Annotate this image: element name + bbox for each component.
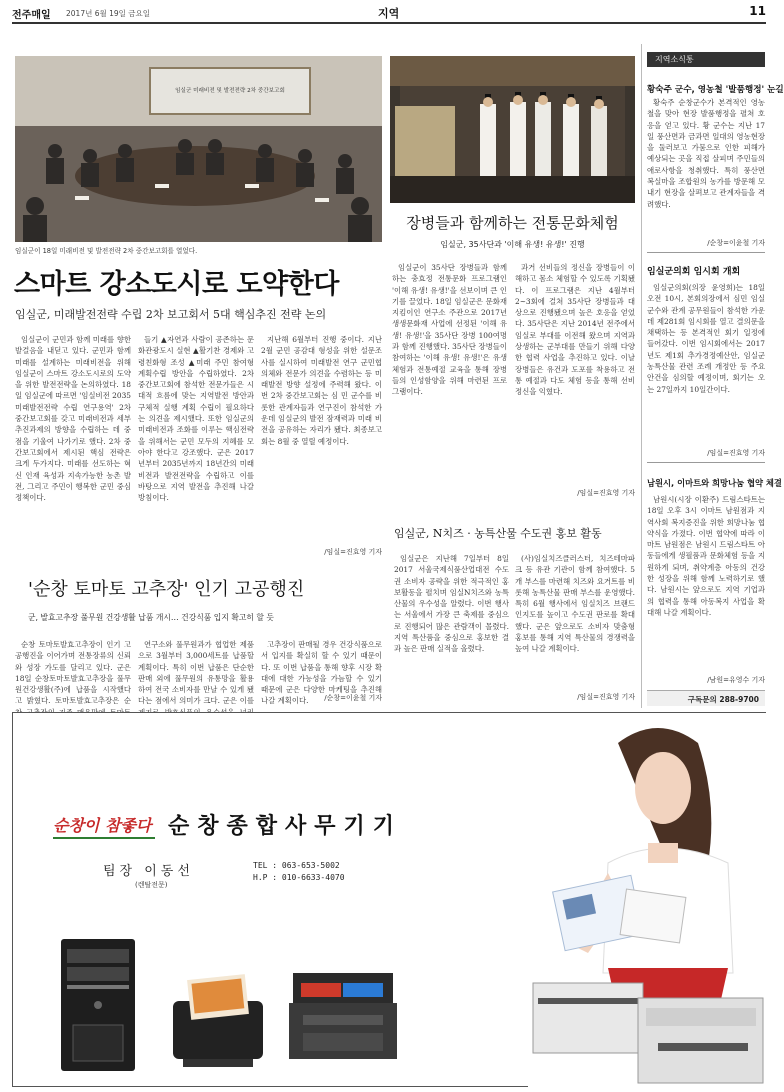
main-story-col3: 지난해 6월부터 진행 중이다. 지난 2월 군민 공감대 형성을 위한 설문조사를 실시하여 미래발전 연구 군민협의체와 전문가 의견을 수렴하는 등 미래발전 방향 설정에 주력해 왔다. 이번 2차 중간보고회는 심 민 군수를 비롯한 관계자들과 연구진이 참석한 가운데 임실군의 발전 잠재력과 미래 비전을 공유하는 자리가 됐다. 최종보고회는 8월 중 열릴 예정이다.	[261, 335, 382, 446]
tomato-col1: 순창 토마토발효고추장이 인기 고공행진을 이어가며 전통장류의 신뢰와 성장 가도를 달리고 있다. 군은 18일 순창토마토발효고추장을 풀무원건강생활(주)에 납품을 시작했다고 밝혔다. 토마토발효고추장은 순	[15, 640, 131, 706]
sidebar-item1-body: 황숙주 순창군수가 본격적인 영농철을 맞아 현장 발품행정을 펼쳐 호응을 얻고 있다. 황 군수는 지난 17일 풍산면과 금과면 일대의 영농현장을 둘러보고 가뭄으로 인한 피해가 예상되는 곳을 직접 살피며 주민들의 애로사항을 청취했다. 특히 풍산면 복실마을 조합원의 농가를 방문해 모내기 현장을 살펴보고 관계자들을 격려했다.	[647, 98, 765, 209]
subscription-box	[647, 690, 765, 706]
sidebar-rule-1	[647, 252, 765, 253]
sidebar-item3-body: 남원시(시장 이환주) 드림스타트는 18일 오후 3시 이마트 남원점과 지역사회 복지증진을 위한 희망나눔 협약식을 가졌다. 이번 협약에 따라 이마트 남원점은 남원시 드림스타트 아동들에게 생필품과 문화체험 등을 지원하게 되며, 취약계층 아동의 건강한 성장을 위해 함께 노력하기로 했다. 남원시는 앞으로도 지역 기업과의 협력을 통해 아동복지 사업을 확대해 나갈 계획이다.	[647, 495, 765, 617]
ad-tel: TEL : 063-653-5002	[253, 861, 340, 870]
page-number: 11	[749, 4, 766, 18]
main-story-col1: 임실군이 군민과 함께 미래를 향한 발걸음을 내딛고 있다. 군민과 함께 미래를 설계하는 미래비전을 위해 임실군이 스마트 강소도시로의 도약을 위한 발전전략을 논의하였다. 18일 임실군에 따르면 '임실비전 2035 미래발전전략 수립 연구용역' 2차 중간보고회를 갖고 미래비전과 세부 추진과제의 방향을 수립하는 데 중점을 기울여 나가기로 했다. 2차 중간보고회에서 제시된 핵심 전략은 크게 두가지다. 미래를 선도하는 혁신 인재 육성과 지속가능한 농촌 발전, 그리고 주민이 행복한 군민 중심 정책이다.	[15, 335, 131, 503]
ad-logo	[53, 811, 158, 841]
photo-printer-image	[163, 963, 273, 1073]
sidebar-item2-headline: 임실군의회 임시회 개회	[647, 267, 741, 277]
tomato-subhead: 군, 발효고추장 풀무원 건강생활 납품 개시… 건강식품 입지 확고히 할 듯	[28, 613, 274, 622]
ad-manager-sub: (렌탈전문)	[135, 881, 168, 889]
ad-company-name: 순창종합사무기기	[168, 814, 403, 839]
multifunction-printer-image	[283, 953, 403, 1073]
tradition-subhead: 임실군, 35사단과 '이해 유생! 유생!' 진행	[440, 240, 585, 249]
main-headline: 스마트 강소도시로 도약한다	[14, 269, 339, 300]
computer-tower-icon	[53, 935, 143, 1075]
cheese-byline: /임실=진효영 기자	[577, 693, 635, 701]
tomato-col3: 고추장이 판매될 경우 건강식품으로서 입지를 확실히 할 수 있기 때문이다. 또 이번 납품을 통해 향후 시장 확대에 대한 가능성을 가늠할 수 있기 때문에 군은 다양한 마케팅을 추진해 나갈 계획이다.	[261, 640, 382, 706]
main-story-byline: /임실=진효영 기자	[324, 548, 382, 556]
meeting-photo	[15, 56, 382, 242]
photo-banner-text: 임실군 미래비전 및 발전전략 2차 중간보고회	[175, 88, 285, 94]
meeting-photo-caption: 임실군이 18일 미래비전 및 발전전략 2차 중간보고회를 열었다.	[15, 247, 198, 255]
tradition-photo	[390, 56, 635, 203]
sidebar-item3-byline: /남원=유영수 기자	[707, 676, 765, 684]
ad-hp: H.P : 010-6633-4070	[253, 873, 345, 882]
advertisement	[12, 712, 766, 1087]
mfp-printer-icon	[283, 953, 403, 1073]
issue-date: 2017년 6월 19일 금요일	[66, 9, 151, 18]
ad-model-illustration	[528, 713, 767, 1088]
tradition-col2: 과거 선비들의 정신을 장병들이 이해하고 몸소 체험할 수 있도록 기획됐다. 이 프로그램은 지난 4월부터 2~3회에 걸쳐 35사단 장병들과 대상으로 진행됐으며 높은 호응을 얻었다. 35사단은 지난 2014년 전주에서 임실로 부대를 이전해 왔으며 지역과 상생하는 군부대를 만들기 위해 다양한 협력 사업을 추진하고 있다. 이날 장병들은 유건과 도포를 착용하고 전통 예절과 다도 체험 등을 통해 선비 정신을 익혔다.	[515, 263, 635, 397]
ad-model-image	[528, 713, 767, 1088]
ad-logo-text: 순창이 참좋다	[53, 816, 152, 835]
sidebar-item1-headline: 황숙주 군수, 영농철 '발품행정' 눈길	[647, 85, 784, 95]
page-header	[12, 4, 766, 22]
sidebar-label-box	[647, 52, 765, 67]
sidebar-item3-headline: 남원시, 이마트와 희망나눔 협약 체결	[647, 478, 782, 488]
computer-tower-image	[53, 935, 143, 1075]
sidebar-item2-body: 임실군의회(의장 윤영희)는 18일 오전 10시, 본회의장에서 심민 임실군수와 관계 공무원들이 참석한 가운데 제281회 임시회를 열고 결의문을 채택하는 등 본격적인 회기 일정에 들어갔다. 이번 임시회에서는 2017년도 제1회 추가경정예산안, 임실군 농특산물 관련 조례 개정안 등 주요 안건을 심의할 예정이며, 회기는 오는 27일까지 10일간이다.	[647, 283, 765, 394]
ad-logo-underline	[53, 837, 155, 839]
tomato-col2: 연구소와 풀무원과가 협업한 제품으로 3월부터 3,000세트를 납품할 계획이다. 특히 이번 납품은 단순한 판매 외에 풀무원의 유통망을 활용하여 전국 소비자를 만날 수 있게 됐다는 점에서 의미가 크다. 군은 이를	[138, 640, 254, 706]
tradition-photo-illustration	[390, 56, 635, 203]
sidebar-rule-2	[647, 462, 765, 463]
subscription-text: 구독문의 288-9700	[687, 695, 759, 704]
photo-printer-icon	[163, 963, 273, 1073]
cheese-col1: 임실군은 지난해 7일부터 8일 2017 서울국제식품산업대전 수도권 소비자 공략을 위한 적극적인 홍보활동을 펼치며 임실N치즈와 농특산물의 우수성을 알렸다. 이번 행사는 서울에서 가장 큰 축제를 중심으로 진행되어 많은 관람객이 몰렸다. 지역 특산품을 중심으로 홍보한 결과 높은 판매 실적을 올렸다.	[394, 554, 509, 654]
meeting-photo-illustration	[15, 56, 382, 242]
tomato-byline: /순창=이윤철 기자	[324, 694, 382, 702]
tradition-headline: 장병들과 함께하는 전통문화체험	[406, 214, 619, 232]
sidebar-item1-byline: /순창=이윤철 기자	[707, 239, 765, 247]
sidebar-divider	[641, 44, 642, 708]
tradition-col1: 임실군이 35사단 장병들과 함께 하는 충효정 전통문화 프로그램인 '이해 유생! 유생!'을 선보이며 큰 인기를 끌었다. 18일 임실군은 문화재지킴이인 연구소 주관으로 2017년 생생문화재 사업에 선정된 '이해 유생! 유생!'을 35사단 장병 100여명과 함께 진행했다. 35사단 장병들이 참여하는 '이해 유생! 유생!'은 유생체험과 전통예절 교육을 통해 장병들의 인성함양을 위해 마련된 프로그램이다.	[392, 263, 507, 397]
section-title: 지역	[378, 7, 400, 20]
sidebar-item2-byline: /임실=진효영 기자	[707, 449, 765, 457]
cheese-headline: 임실군, N치즈 · 농특산물 수도권 홍보 활동	[394, 527, 602, 540]
header-rule	[12, 22, 766, 24]
sidebar-label: 지역소식통	[655, 55, 694, 64]
main-subhead: 임실군, 미래발전전략 수립 2차 보고회서 5대 핵심추진 전략 논의	[15, 308, 327, 321]
ad-manager: 팀장 이동선	[103, 864, 194, 879]
main-story-col2: 들기 ▲자연과 사람이 공존하는 문화관광도시 실현 ▲활기찬 경제와 고령친화형 조성 ▲미래 주민 참여형 계획수립 방안을 수립하였다. 2차 중간보고회에 참석한 전문가들은 시대적 흐름에 맞는 지역발전 방안과 구체적 실행 계획 수립이 필요하다는 의견을 제시했다. 또한 임실군의 미래비전과 조화를 이루는 핵심전략을 위해서는 군민 모두의 지혜를 모아야 한다고 강조했다. 군은 2017년부터 2035년까지 18년간의 미래비전과 발전전략을 수립하고 이를 바탕으로 지역 발전을 추진해 나갈 방침이다.	[138, 335, 254, 503]
tomato-headline: '순창 토마토 고추장' 인기 고공행진	[28, 579, 305, 600]
cheese-col2: (사)임실치즈클러스터, 치즈테마파크 등 유관 기관이 함께 참여했다. 5개 부스를 마련해 치즈와 요거트를 비롯해 농특산물 판매 부스를 운영했다. 특히 6월 행사에서 임실치즈 브랜드 인지도를 높이고 수도권 판로를 확대했다. 군은 앞으로도 소비자 맞춤형 홍보를 통해 지역 특산물의 경쟁력을 높여 나갈 계획이다.	[515, 554, 635, 654]
masthead: 전주매일	[12, 10, 51, 21]
tradition-byline: /임실=진효영 기자	[577, 489, 635, 497]
